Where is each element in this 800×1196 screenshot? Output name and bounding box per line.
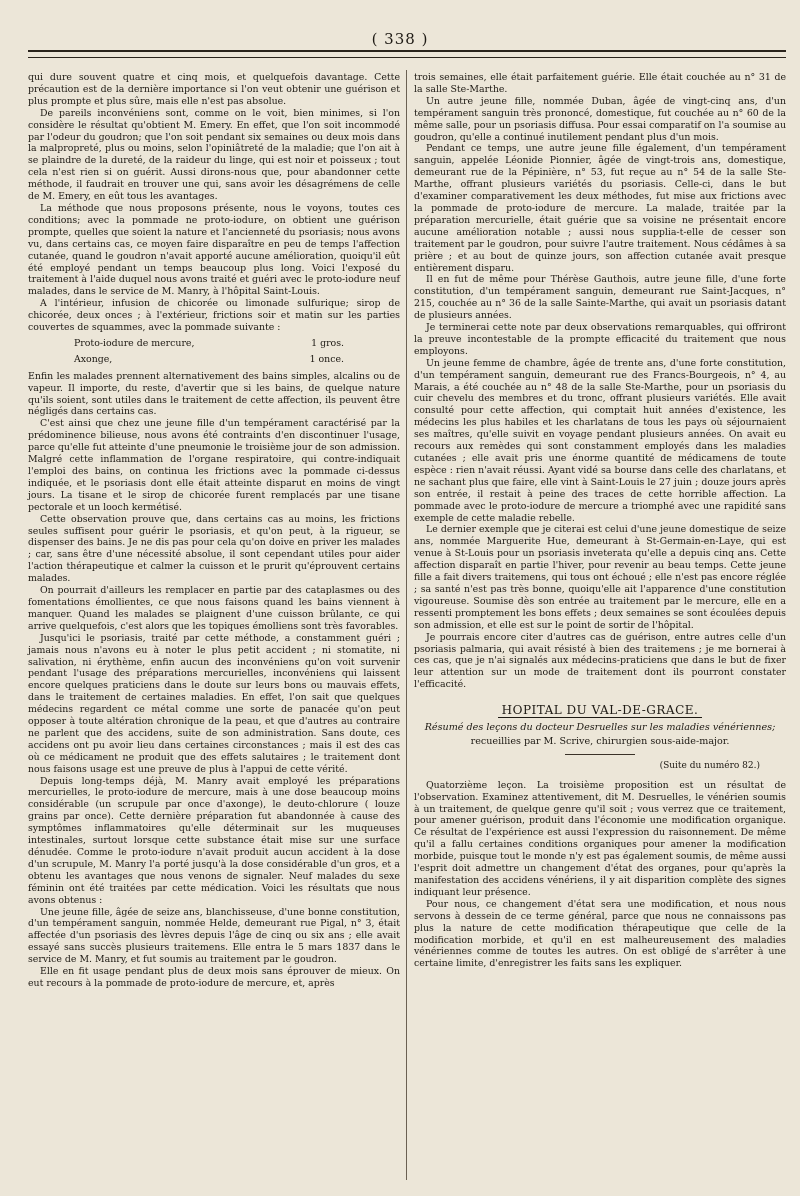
byline: recueillies par M. Scrive, chirurgien sous-aide-major. [470,735,730,747]
left-column [28,72,400,990]
right-column [414,72,786,970]
left-paragraph-8: On pourrait d'ailleurs les remplacer en partie par des cataplasmes ou des fomentations émollientes, ce que nous faisons quand les bains viennent à manquer. Quand les malades se plaignent d'une cuisson brûlante, ce qui arrive quelquefois, c'est alors que les topiques émolliens sont très favorables. [28,585,400,632]
lecture-subtitle: Résumé des leçons du docteur Desruelles sur les maladies vénériennes; [424,722,776,734]
right-paragraph-3: Pendant ce temps, une autre jeune fille également, d'un tempérament sanguin, appelée Léonide Pionnier, âgée de vingt-trois ans, domestique, demeurant rue de la Pépinière, n° 53, fut reçue au n° 54 de la salle Ste-Marthe, offrant plusieurs variétés du psoriasis. Celle-ci, dans le but d'examiner comparativement les deux méthodes, fut mise aux frictions avec la pommade de proto-iodure de mercure. La malade, traitée par la préparation mercurielle, était guérie que sa voisine ne présentait encore aucune amélioration notable ; aussi nous supplia-t-elle de cesser son traitement par le goudron, pour suivre l'autre traitement. Nous cédâmes à sa prière ; et au bout de quinze jours, son affection cutanée avait presque entièrement disparu. [414,143,786,274]
column-divider [406,70,407,1180]
left-paragraph-11: Une jeune fille, âgée de seize ans, blanchisseuse, d'une bonne constitution, d'un tempérament sanguin, nommée Helde, demeurant rue Pigal, n° 3, était affectée d'un psoriasis des lèvres depuis l'âge de cinq ou six ans ; elle avait essayé sans succès plusieurs traitemens. Elle entra le 5 mars 1837 dans le service de M. Manry, et fut soumis au traitement par le goudron. [28,906,400,966]
formula-ingredient-1: Proto-iodure de mercure, [74,337,195,349]
right-paragraph-6: Un jeune femme de chambre, âgée de trente ans, d'une forte constitution, d'un tempérament sanguin, demeurant rue des Francs-Bourgeois, n° 4, au Marais, a été couchée au n° 48 de la salle Ste-Marthe, pour un psoriasis du cuir chevelu des membres et du tronc, offrant plusieurs variétés. Elle avait consulté pour cette affection, qui comptait huit années d'existence, les médecins les plus habiles et les charlatans de tous les pays où séjournaient ses maîtres, qu'elle suivit en voyage pendant plusieurs années. On avait eu recours aux remèdes qui sont constamment employés dans les maladies cutanées ; elle avait pris une énorme quantité de médicamens de toute espèce : rien n'avait réussi. Ayant vidé sa bourse dans celle des charlatans, et ne sachant plus que faire, elle vint à Saint-Louis le 27 juin ; douze jours après son entrée, il restait à peine des traces de cette horrible affection. La pommade avec le proto-iodure de mercure a triomphé avec une rapidité sans exemple de cette maladie rebelle. [414,357,786,524]
left-paragraph-7: Cette observation prouve que, dans certains cas au moins, les frictions seules suffisent pour guérir le psoriasis, et qu'on peut, à la rigueur, se dispenser des bains. Je ne dis pas pour cela qu'on doive en priver les malades ; car, sans être d'une nécessité absolue, il sont cependant utiles pour aider l'action thérapeutique et calmer la cuisson et le prurit qu'éprouvent certains malades. [28,513,400,585]
left-paragraph-1: qui dure souvent quatre et cinq mois, et quelquefois davantage. Cette précaution est de la dernière importance si l'on veut obtenir une guérison et plus prompte et plus sûre, mais elle n'est pas absolue. [28,72,400,107]
left-paragraph-4: A l'intérieur, infusion de chicorée ou limonade sulfurique; sirop de chicorée, deux onces ; à l'extérieur, frictions soir et matin sur les parties couvertes de squammes, avec la pommade suivante : [28,298,400,334]
page-number: ( 338 ) [371,30,429,48]
right-paragraph-5: Je terminerai cette note par deux observations remarquables, qui offriront la preuve incontestable de la prompte efficacité du traitement que nous employons. [414,322,786,357]
right-paragraph-2: Un autre jeune fille, nommée Duban, âgée de vingt-cinq ans, d'un tempérament sanguin très prononcé, domestique, fut couchée au n° 60 de la même salle, pour un psoriasis diffusa. Pour essai comparatif on l'a soumise au goudron, qu'elle a continué inutilement pendant plus d'un mois. [414,95,786,143]
right-paragraph-1: trois semaines, elle était parfaitement guérie. Elle était couchée au n° 31 de la salle Ste-Marthe. [414,72,786,95]
formula-line-1 [74,338,344,350]
section-title [414,705,786,717]
formula-quantity-1: 1 gros. [311,337,344,349]
left-paragraph-2: De pareils inconvéniens sont, comme on le voit, bien minimes, si l'on considère le résultat qu'obtient M. Emery. En effet, que l'on soit incommodé par l'odeur du goudron; que l'on soit pendant six semaines ou deux mois dans la malpropreté, plus ou moins, selon l'opiniâtreté de la maladie; que l'on ait à se plaindre de la dureté, de la raideur du linge, qui est noir et poisseux ; tout cela n'est rien si on guérit. Aussi dirons-nous que, pour abandonner cette méthode, il faudrait en trouver une qui, sans avoir les désagrémens de celle de M. Emery, en eût tous les avantages. [28,107,400,203]
formula-line-2 [74,354,344,366]
right-paragraph-4: Il en fut de même pour Thérèse Gauthois, autre jeune fille, d'une forte constitution, d'un tempérament sanguin, demeurant rue Saint-Jacques, n° 215, couchée au n° 36 de la salle Sainte-Marthe, qui avait un psoriasis datant de plusieurs années. [414,274,786,322]
left-paragraph-9: Jusqu'ici le psoriasis, traité par cette méthode, a constamment guéri ; jamais nous n'avons eu à noter le plus petit accident ; ni stomatite, ni salivation, ni érythème, enfin aucun des inconvéniens qu'on voit survenir pendant l'usage des préparations mercurielles, inconvéniens qui laissent encore quelques praticiens dans le doute sur leurs bons ou mauvais effets, dans le traitement de certaines maladies. En effet, l'on sait que quelques médecins regardent ce métal comme une sorte de panacée qu'on peut opposer à toute altération chronique de la peau, et que d'autres au contraire ne parlent que des accidens, suite de son administration. Sans doute, ces accidens ont pu avoir lieu dans certaines circonstances ; mais il est des cas où ce médicament ne produit que des effets salutaires ; le traitement dont nous faisons usage est une preuve de plus à l'appui de cette vérité. [28,632,400,775]
left-paragraph-12: Elle en fit usage pendant plus de deux mois sans éprouver de mieux. On eut recours à la pommade de proto-iodure de mercure, et, après [28,966,400,989]
right-paragraph-8: Je pourrais encore citer d'autres cas de guérison, entre autres celle d'un psoriasis palmaria, qui avait résisté à bien des traitemens ; je me bornerai à ces cas, que je n'ai signalés aux médecins-praticiens que dans le but de fixer leur attention sur un mode de traitement dont ils pourront constater l'efficacité. [414,631,786,691]
section-title-text: HOPITAL DU VAL-DE-GRACE. [498,703,703,718]
left-paragraph-10: Depuis long-temps déjà, M. Manry avait employé les préparations mercurielles, le proto-iodure de mercure, mais à une dose beaucoup moins considérable (un scrupule par once d'axonge), le deuto-chlorure ( louze grains par once). Cette dernière préparation fut abandonnée à cause des symptômes inflammatoires qu'elle déterminait sur les muqueuses intestinales, surtout lorsque cette substance était mise sur une surface dénudée. Comme le proto-iodure n'avait produit aucun accident à la dose d'un scrupule, M. Manry l'a porté jusqu'à la dose considérable d'un gros, et a obtenu les avantages que nous venons de signaler. Neuf malades du sexe féminin ont été traitées par cette médication. Voici les résultats que nous avons obtenus : [28,775,400,906]
right-paragraph-10: Pour nous, ce changement d'état sera une modification, et nous nous servons à dessein de ce terme général, parce que nous ne connaissons pas plus la nature de cette modification thérapeutique que celle de la modification morbide, et qu'il en est malheureusement des maladies vénériennes comme de toutes les autres. On est obligé de s'arrêter à une certaine limite, d'enregistrer les faits sans les expliquer. [414,898,786,970]
formula-quantity-2: 1 once. [309,353,344,365]
left-paragraph-5: Enfin les malades prennent alternativement des bains simples, alcalins ou de vapeur. Il importe, du reste, d'avertir que si les bains, de quelque nature qu'ils soient, sont utiles dans le traitement de cette affection, ils peuvent être négligés dans certains cas. [28,370,400,418]
right-paragraph-7: Le dernier exemple que je citerai est celui d'une jeune domestique de seize ans, nommée Marguerite Hue, demeurant à St-Germain-en-Laye, qui est venue à St-Louis pour un psoriasis inveterata qu'elle a depuis cinq ans. Cette affection disparaît en partie l'hiver, pour revenir au beau temps. Cette jeune fille a fait divers traitemens, qui tous ont échoué ; elle n'est pas encore réglée ; sa santé n'est pas très bonne, quoiqu'elle ait l'apparence d'une constitution vigoureuse. Soumise dès son entrée au traitement par le mercure, elle en a ressenti promptement les bons effets ; deux semaines se sont écoulées depuis son admission, et elle est sur le point de sortir de l'hôpital. [414,524,786,631]
header-rule [28,50,786,58]
continuation-note: (Suite du numéro 82.) [659,760,760,771]
formula-ingredient-2: Axonge, [74,353,113,365]
left-paragraph-3: La méthode que nous proposons présente, nous le voyons, toutes ces conditions; avec la pommade ne proto-iodure, on obtient une guérison prompte, quelles que soient la nature et l'ancienneté du psoriasis; nous avons vu, dans certains cas, ce moyen faire disparaître en peu de temps l'affection cutanée, quand le goudron n'avait apporté aucune amélioration, quoiqu'il eût été employé pendant un temps beaucoup plus long. Voici l'exposé du traitement à l'aide duquel nous avons traité et guéri avec le proto-iodure neuf malades, dans le service de M. Manry, à l'hôpital Saint-Louis. [28,202,400,298]
right-paragraph-9: Quatorzième leçon. La troisième proposition est un résultat de l'observation. Examinez attentivement, dit M. Desruelles, le vénérien soumis à un traitement, de quelque genre qu'il soit ; vous verrez que ce traitement, pour amener guérison, produit dans l'économie une modification organique. Ce résultat de l'expérience est aussi l'expression du raisonnement. De même qu'il a fallu certaines conditions organiques pour amener la modification morbide, puisque tout le monde n'y est pas également soumis, de même aussi l'esprit doit admettre un changement d'état des organes, pour qu'après la manifestation des accidens vénériens, il y ait disparition complète des signes indiquant leur présence. [414,779,786,898]
left-paragraph-6: C'est ainsi que chez une jeune fille d'un tempérament caractérisé par la prédominence bilieuse, nous avons été contraints d'en discontinuer l'usage, parce qu'elle fut atteinte d'une pneumonie le troisième jour de son admission. Malgré cette inflammation de l'organe respiratoire, qui contre-indiquait l'emploi des bains, on continua les frictions avec la pommade ci-dessus indiquée, et le psoriasis dont elle était atteinte disparut en moins de vingt jours. La tisane et le sirop de chicorée furent remplacés par une tisane pectorale et un looch kermétisé. [28,418,400,513]
short-rule [565,754,635,755]
